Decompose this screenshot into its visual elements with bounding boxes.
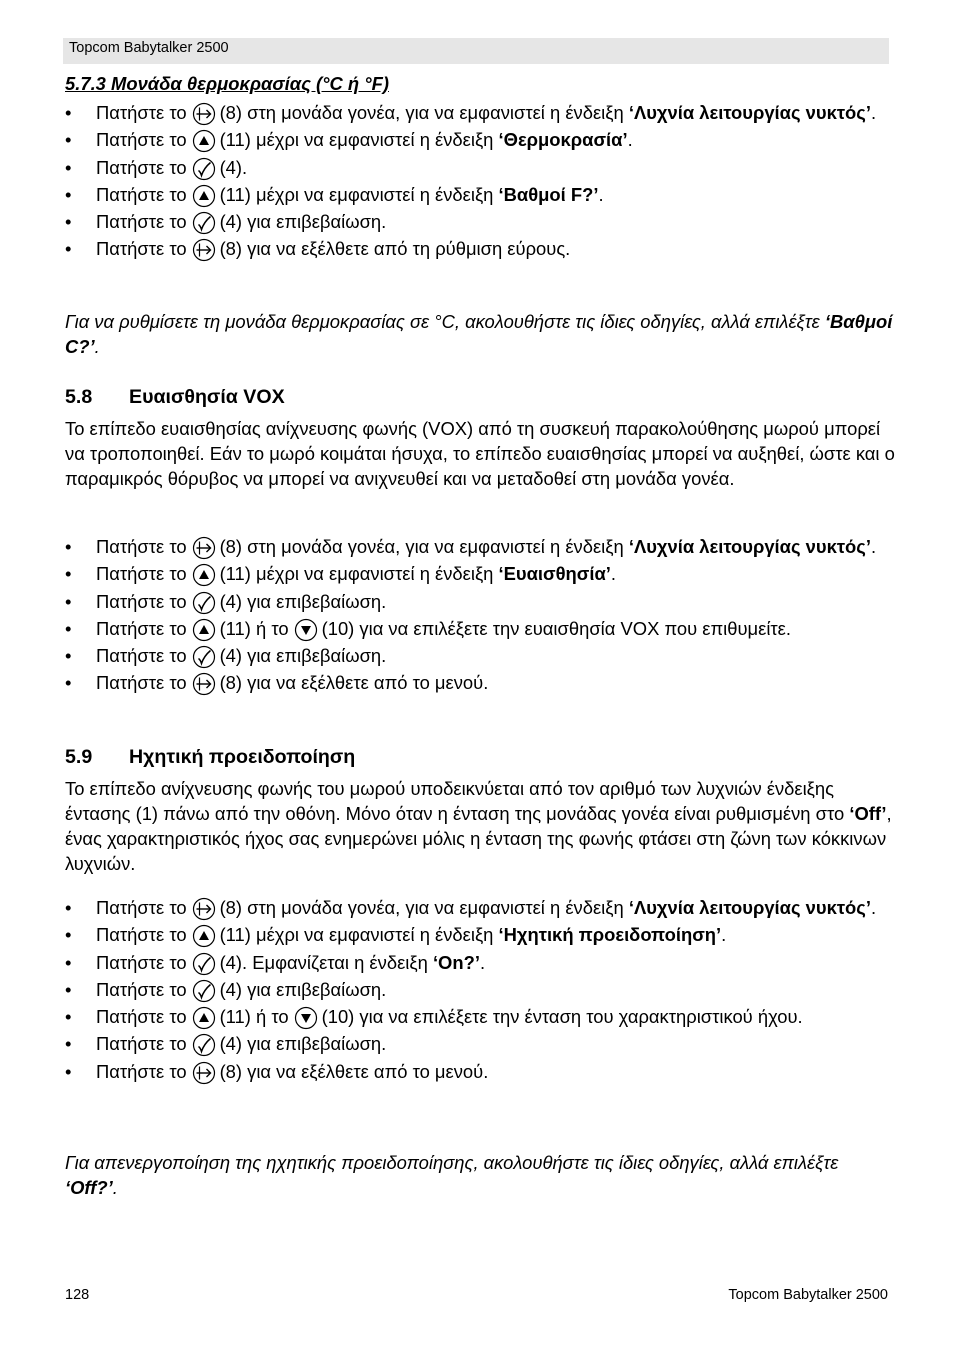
up-arrow-icon bbox=[192, 1006, 216, 1030]
bullet-list bbox=[65, 894, 895, 1085]
bullet: • bbox=[65, 978, 72, 1000]
check-icon bbox=[192, 645, 216, 669]
list-item: • Πατήστε το (4) για επιβεβαίωση. bbox=[65, 642, 895, 669]
list-item: • Πατήστε το (11) μέχρι να εμφανιστεί η ένδειξη ‘Βαθμοί F?’. bbox=[65, 181, 895, 208]
bullet: • bbox=[65, 924, 72, 946]
list-item: • Πατήστε το (8) για να εξέλθετε από το μενού. bbox=[65, 1058, 895, 1085]
up-arrow-icon bbox=[192, 129, 216, 153]
bullet: • bbox=[65, 645, 72, 667]
list-item: • Πατήστε το (4) για επιβεβαίωση. bbox=[65, 208, 895, 235]
list-item: • Πατήστε το (11) μέχρι να εμφανιστεί η ένδειξη ‘Ευαισθησία’. bbox=[65, 560, 895, 587]
section-heading-5-8 bbox=[65, 385, 895, 410]
up-arrow-icon bbox=[192, 184, 216, 208]
section-number: 5.8 bbox=[65, 386, 93, 408]
bullet: • bbox=[65, 238, 72, 260]
down-arrow-icon bbox=[294, 1006, 318, 1030]
menu-exit-icon bbox=[192, 897, 216, 921]
list-item: • Πατήστε το (8) στη μονάδα γονέα, για να εμφανιστεί η ένδειξη ‘Λυχνία λειτουργίας νυκτός’. bbox=[65, 894, 895, 921]
section-5-7-3-steps bbox=[65, 99, 895, 263]
bullet: • bbox=[65, 1060, 72, 1082]
menu-exit-icon bbox=[192, 672, 216, 696]
menu-exit-icon bbox=[192, 1061, 216, 1085]
bullet: • bbox=[65, 897, 72, 918]
bullet: • bbox=[65, 183, 72, 205]
list-item: • Πατήστε το (11) μέχρι να εμφανιστεί η ένδειξη ‘Θερμοκρασία’. bbox=[65, 126, 895, 153]
bullet: • bbox=[65, 1006, 72, 1028]
down-arrow-icon bbox=[294, 618, 318, 642]
section-heading-5-9 bbox=[65, 745, 895, 770]
bullet: • bbox=[65, 156, 72, 178]
check-icon bbox=[192, 1033, 216, 1057]
list-item: • Πατήστε το (11) ή το (10) για να επιλέξετε την ευαισθησία VOX που επιθυμείτε. bbox=[65, 615, 895, 642]
list-item: • Πατήστε το (8) στη μονάδα γονέα, για να εμφανιστεί η ένδειξη ‘Λυχνία λειτουργίας νυκτός’. bbox=[65, 533, 895, 560]
check-icon bbox=[192, 952, 216, 976]
section-title: Ηχητική προειδοποίηση bbox=[129, 746, 356, 768]
bullet: • bbox=[65, 102, 72, 123]
menu-exit-icon bbox=[192, 238, 216, 262]
list-item: • Πατήστε το (8) για να εξέλθετε από τη ρύθμιση εύρους. bbox=[65, 235, 895, 262]
list-item: • Πατήστε το (4) για επιβεβαίωση. bbox=[65, 976, 895, 1003]
footer-title: Topcom Babytalker 2500 bbox=[728, 1287, 888, 1303]
up-arrow-icon bbox=[192, 563, 216, 587]
section-number: 5.9 bbox=[65, 746, 93, 768]
check-icon bbox=[192, 157, 216, 181]
list-item: • Πατήστε το (11) μέχρι να εμφανιστεί η ένδειξη ‘Ηχητική προειδοποίηση’. bbox=[65, 921, 895, 948]
bullet: • bbox=[65, 563, 72, 585]
bullet-list bbox=[65, 533, 895, 697]
paragraph: Το επίπεδο ανίχνευσης φωνής του μωρού υποδεικνύεται από τον αριθμό των λυχνιών ένδειξης έντασης (1) πάνω από την οθόνη. Μόνο όταν η ένταση της μονάδας γονέα είναι ρυθμισμένη στο ‘Off’, ένας χαρακτηριστικός ήχος σας ενημερώνει μόλις η ένταση της φωνής φτάσει στη ζώνη των κόκκινων λυχνιών. bbox=[65, 778, 892, 874]
section-5-7-3 bbox=[65, 71, 895, 96]
note-off: Για απενεργοποίηση της ηχητικής προειδοποίησης, ακολουθήστε τις ίδιες οδηγίες, αλλά επιλέξτε ‘Off?’. bbox=[65, 1152, 839, 1198]
list-item: • Πατήστε το (8) στη μονάδα γονέα, για να εμφανιστεί η ένδειξη ‘Λυχνία λειτουργίας νυκτός’. bbox=[65, 99, 895, 126]
subsection-heading: 5.7.3 Μονάδα θερμοκρασίας (°C ή °F) bbox=[65, 73, 389, 94]
list-item: • Πατήστε το (4) για επιβεβαίωση. bbox=[65, 588, 895, 615]
header-title: Topcom Babytalker 2500 bbox=[69, 40, 229, 56]
bullet: • bbox=[65, 536, 72, 557]
menu-exit-icon bbox=[192, 536, 216, 560]
list-item: • Πατήστε το (4). bbox=[65, 154, 895, 181]
list-item: • Πατήστε το (4). Εμφανίζεται η ένδειξη ‘On?’. bbox=[65, 949, 895, 976]
check-icon bbox=[192, 211, 216, 235]
list-item: • Πατήστε το (4) για επιβεβαίωση. bbox=[65, 1030, 895, 1057]
up-arrow-icon bbox=[192, 618, 216, 642]
list-item: • Πατήστε το (11) ή το (10) για να επιλέξετε την ένταση του χαρακτηριστικού ήχου. bbox=[65, 1003, 895, 1030]
check-icon bbox=[192, 591, 216, 615]
note-celsius: Για να ρυθμίσετε τη μονάδα θερμοκρασίας σε °C, ακολουθήστε τις ίδιες οδηγίες, αλλά επιλέξτε ‘Βαθμοί C?’. bbox=[65, 311, 893, 357]
bullet: • bbox=[65, 211, 72, 233]
bullet: • bbox=[65, 1033, 72, 1055]
bullet: • bbox=[65, 129, 72, 151]
section-5-9-steps bbox=[65, 894, 895, 1085]
bullet: • bbox=[65, 617, 72, 639]
bullet: • bbox=[65, 672, 72, 694]
page-number: 128 bbox=[65, 1287, 90, 1303]
section-5-8-steps bbox=[65, 533, 895, 697]
list-item: • Πατήστε το (8) για να εξέλθετε από το μενού. bbox=[65, 669, 895, 696]
section-title: Ευαισθησία VOX bbox=[129, 386, 285, 408]
paragraph: Το επίπεδο ευαισθησίας ανίχνευσης φωνής (VOX) από τη συσκευή παρακολούθησης μωρού μπορεί να τροποποιηθεί. Εάν το μωρό κοιμάται ήσυχα, το επίπεδο ευαισθησίας μπορεί να αυξηθεί, ώστε και ο παραμικρός θόρυβος να μπορεί να ανιχνευθεί και να μεταδοθεί στη μονάδα γονέα. bbox=[65, 418, 895, 489]
bullet-list bbox=[65, 99, 895, 263]
header-bar bbox=[63, 38, 889, 64]
menu-exit-icon bbox=[192, 102, 216, 126]
up-arrow-icon bbox=[192, 924, 216, 948]
bullet: • bbox=[65, 951, 72, 973]
bullet: • bbox=[65, 590, 72, 612]
check-icon bbox=[192, 979, 216, 1003]
